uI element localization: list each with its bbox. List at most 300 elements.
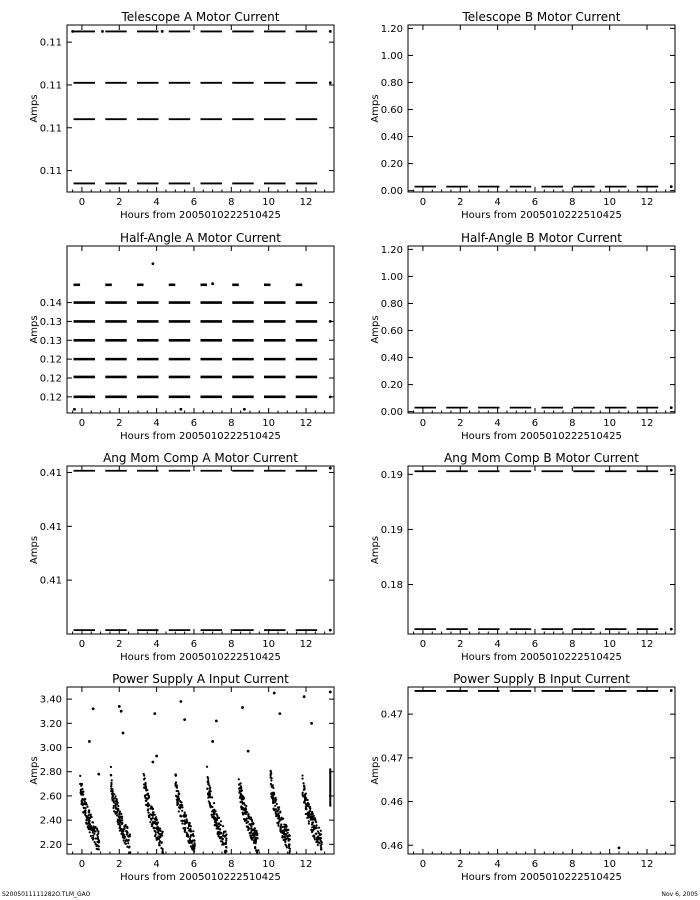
outlier-point [278,712,281,715]
chart-panel-2 [370,10,675,221]
data-point [288,844,290,846]
data-point [251,819,253,821]
data-point [147,808,149,810]
data-point [149,821,151,823]
data-point [318,842,320,844]
data-point [121,823,123,825]
data-point [84,807,86,809]
data-point [220,820,222,822]
data-point [301,774,303,776]
data-point [110,774,112,776]
data-point [152,811,154,813]
data-point [208,785,210,787]
data-point [278,816,280,818]
y-tick-label: 1.20 [380,23,403,35]
data-point [270,779,272,781]
data-point [116,798,118,800]
data-point [158,830,160,832]
data-point [238,778,240,780]
x-tick-label: 12 [640,859,654,870]
outlier-point [329,629,332,632]
outlier-point [670,689,673,692]
outlier-point [97,773,100,776]
outlier-point [329,395,332,398]
y-tick-label: 0.19 [380,524,403,536]
chart-panel-8 [370,672,675,883]
data-point [247,827,249,829]
data-point [277,825,279,827]
y-tick-label: 2.20 [39,839,62,851]
data-point [121,817,123,819]
outlier-point [241,706,244,709]
data-point [89,823,91,825]
data-point [287,840,289,842]
data-point [303,787,305,789]
data-point [238,787,240,789]
data-point [307,816,309,818]
x-axis-label: Hours from 2005010222510425 [120,431,281,442]
data-point [216,818,218,820]
data-point [225,839,227,841]
outlier-point [329,81,332,84]
y-tick-label: 2.80 [39,767,62,779]
y-tick-label: 3.40 [39,694,62,706]
data-point [254,841,256,843]
data-point [216,813,218,815]
footer-filename: S2005011111282O.TLM_GAO [2,891,91,898]
data-point [143,773,145,775]
data-point [274,805,276,807]
data-point [91,821,93,823]
y-tick-label: 1.00 [380,271,403,283]
data-point [218,817,220,819]
data-point [253,828,255,830]
data-point [151,823,153,825]
x-tick-label: 6 [190,639,198,650]
data-point [143,778,145,780]
x-tick-label: 8 [228,639,235,650]
data-point [305,793,307,795]
data-point [120,813,122,815]
x-tick-label: 12 [640,639,654,650]
outlier-point [73,408,76,411]
footer-date: Nov 6, 2005 [661,891,698,898]
data-point [222,835,224,837]
y-axis-label: Amps [370,94,381,123]
x-tick-label: 6 [531,418,539,429]
data-point [310,818,312,820]
data-point [193,842,195,844]
y-tick-label: 0.20 [380,159,403,171]
x-tick-label: 8 [228,197,235,208]
data-series [73,262,332,410]
data-point [276,803,278,805]
data-point [248,813,250,815]
data-point [147,802,149,804]
data-point [122,835,124,837]
data-point [181,810,183,812]
data-point [184,829,186,831]
data-point [144,794,146,796]
outlier-point [329,467,332,470]
data-point [177,803,179,805]
x-tick-label: 8 [228,859,235,870]
chart-panel-1 [29,10,334,221]
x-tick-label: 6 [531,197,539,208]
data-point [224,830,226,832]
outlier-point [179,408,182,411]
y-tick-label: 1.20 [380,244,403,256]
data-point [301,778,303,780]
data-point [270,771,272,773]
chart-panel-4 [370,231,675,442]
data-point [119,830,121,832]
y-tick-label: 0.46 [380,840,403,852]
data-point [86,816,88,818]
x-tick-label: 12 [640,418,654,429]
data-point [256,850,258,852]
data-point [181,822,183,824]
x-tick-label: 6 [190,197,198,208]
data-point [309,810,311,812]
x-tick-label: 10 [603,418,617,429]
data-point [123,828,125,830]
data-point [121,829,123,831]
x-tick-label: 10 [262,859,276,870]
data-point [127,835,129,837]
x-tick-label: 10 [262,639,276,650]
data-point [88,826,90,828]
data-point [98,839,100,841]
data-point [191,842,193,844]
x-tick-label: 12 [299,418,313,429]
data-point [207,776,209,778]
y-tick-label: 0.11 [39,80,62,92]
data-point [308,823,310,825]
data-point [219,836,221,838]
data-point [254,833,256,835]
plot-frame [67,25,334,192]
data-point [115,813,117,815]
data-point [128,846,130,848]
data-point [80,785,82,787]
data-point [220,824,222,826]
outlier-point [329,320,332,323]
outlier-point [153,712,156,715]
data-series [74,467,332,632]
x-tick-label: 4 [494,639,501,650]
data-point [90,813,92,815]
data-point [310,813,312,815]
data-point [313,834,315,836]
x-tick-label: 12 [299,197,313,208]
data-point [225,841,227,843]
data-point [126,846,128,848]
data-point [280,817,282,819]
data-point [189,840,191,842]
data-point [247,829,249,831]
data-point [304,795,306,797]
outlier-point [670,185,673,188]
x-tick-label: 10 [262,197,276,208]
x-tick-label: 0 [419,418,427,429]
data-point [160,835,162,837]
data-point [224,850,226,852]
outlier-point [92,707,95,710]
data-point [129,851,131,853]
data-point [112,800,114,802]
data-point [218,833,220,835]
x-tick-label: 2 [457,859,464,870]
data-point [317,838,319,840]
outlier-point [670,628,673,631]
data-point [112,807,114,809]
chart-title: Half-Angle A Motor Current [120,231,281,245]
data-point [128,839,130,841]
data-point [212,809,214,811]
data-point [179,815,181,817]
outlier-point [161,30,164,33]
data-point [225,833,227,835]
data-point [271,785,273,787]
data-point [240,782,242,784]
data-point [180,801,182,803]
data-point [213,812,215,814]
data-point [96,829,98,831]
data-point [117,818,119,820]
data-point [221,841,223,843]
data-point [207,797,209,799]
outlier-point [183,718,186,721]
data-point [126,827,128,829]
data-point [118,816,120,818]
data-point [110,785,112,787]
data-point [315,841,317,843]
data-point [111,779,113,781]
data-point [190,830,192,832]
data-point [243,802,245,804]
data-point [207,793,209,795]
y-tick-label: 0.11 [39,166,62,178]
x-tick-label: 4 [153,639,160,650]
data-series [415,469,673,631]
x-tick-label: 4 [153,418,160,429]
data-point [303,801,305,803]
data-point [88,811,90,813]
y-axis-label: Amps [370,756,381,785]
data-point [145,797,147,799]
y-tick-label: 0.11 [39,123,62,135]
data-point [91,816,93,818]
data-point [285,825,287,827]
data-point [123,837,125,839]
data-point [158,844,160,846]
data-point [145,800,147,802]
data-point [125,840,127,842]
chart-title: Telescope A Motor Current [121,10,280,24]
y-tick-label: 0.80 [380,77,403,89]
x-tick-label: 4 [494,197,501,208]
data-point [188,842,190,844]
data-point [222,843,224,845]
x-tick-label: 8 [569,639,576,650]
data-point [311,830,313,832]
x-tick-label: 8 [569,197,576,208]
data-point [211,814,213,816]
x-tick-label: 4 [153,859,160,870]
data-point [98,841,100,843]
data-point [150,817,152,819]
outlier-point [151,761,154,764]
data-series [79,690,332,854]
data-point [278,806,280,808]
data-point [151,825,153,827]
data-point [319,837,321,839]
data-point [80,789,82,791]
x-tick-label: 4 [153,197,160,208]
data-point [238,792,240,794]
data-point [79,775,81,777]
x-tick-label: 0 [78,197,86,208]
data-point [286,835,288,837]
data-point [188,824,190,826]
data-point [190,845,192,847]
data-point [177,790,179,792]
y-tick-label: 0.60 [380,326,403,338]
outlier-point [618,846,621,849]
x-tick-label: 10 [262,418,276,429]
outlier-point [88,740,91,743]
x-tick-label: 4 [494,418,501,429]
data-point [302,782,304,784]
data-point [315,833,317,835]
data-point [209,788,211,790]
data-point [186,834,188,836]
outlier-point [179,700,182,703]
data-point [240,786,242,788]
data-point [317,844,319,846]
data-point [92,835,94,837]
y-tick-label: 0.41 [39,467,62,479]
data-point [92,837,94,839]
data-point [239,797,241,799]
data-point [252,823,254,825]
data-point [255,836,257,838]
x-axis-label: Hours from 2005010222510425 [461,431,622,442]
x-tick-label: 0 [419,859,427,870]
y-axis-label: Amps [370,535,381,565]
data-point [116,811,118,813]
y-tick-label: 0.40 [380,132,403,144]
outlier-point [151,262,154,265]
data-point [88,818,90,820]
x-tick-label: 0 [78,418,86,429]
data-point [317,835,319,837]
x-tick-label: 10 [603,859,617,870]
y-tick-label: 1.00 [380,50,403,62]
x-tick-label: 6 [190,859,198,870]
data-point [209,790,211,792]
x-tick-label: 2 [116,859,123,870]
data-point [155,817,157,819]
data-series [415,406,673,409]
data-point [160,842,162,844]
data-point [306,799,308,801]
data-point [215,821,217,823]
data-point [86,806,88,808]
y-tick-label: 0.13 [39,335,62,347]
data-point [279,826,281,828]
data-point [81,799,83,801]
data-point [272,796,274,798]
data-point [320,848,322,850]
data-point [276,814,278,816]
data-point [84,812,86,814]
chart-panel-3 [29,231,334,442]
x-axis-label: Hours from 2005010222510425 [120,872,281,883]
data-point [209,794,211,796]
data-point [206,788,208,790]
data-point [123,839,125,841]
y-tick-label: 0.60 [380,105,403,117]
data-point [160,847,162,849]
chart-panel-7 [29,672,334,883]
y-tick-label: 2.60 [39,791,62,803]
data-point [152,815,154,817]
data-point [96,834,98,836]
data-point [175,786,177,788]
data-point [215,824,217,826]
data-point [276,810,278,812]
outlier-point [122,732,125,735]
data-point [148,797,150,799]
data-point [288,835,290,837]
data-point [175,795,177,797]
x-tick-label: 8 [569,859,576,870]
y-tick-label: 0.41 [39,521,62,533]
data-point [211,806,213,808]
data-series [415,185,673,188]
x-tick-label: 10 [603,197,617,208]
outlier-point [329,690,332,693]
data-point [250,824,252,826]
x-tick-label: 8 [228,418,235,429]
data-point [283,828,285,830]
data-point [193,835,195,837]
data-point [156,826,158,828]
data-point [95,844,97,846]
x-tick-label: 6 [190,418,198,429]
data-point [214,824,216,826]
data-point [153,827,155,829]
x-axis-label: Hours from 2005010222510425 [461,872,622,883]
outlier-point [243,408,246,411]
x-tick-label: 2 [116,197,123,208]
x-tick-label: 12 [299,639,313,650]
data-point [112,790,114,792]
y-tick-label: 0.41 [39,575,62,587]
data-point [117,805,119,807]
data-point [287,829,289,831]
data-point [174,784,176,786]
outlier-point [670,469,673,472]
data-point [222,825,224,827]
data-point [148,816,150,818]
x-axis-label: Hours from 2005010222510425 [461,652,622,663]
y-tick-label: 0.19 [380,469,403,481]
plot-frame [408,246,675,413]
data-point [89,828,91,830]
